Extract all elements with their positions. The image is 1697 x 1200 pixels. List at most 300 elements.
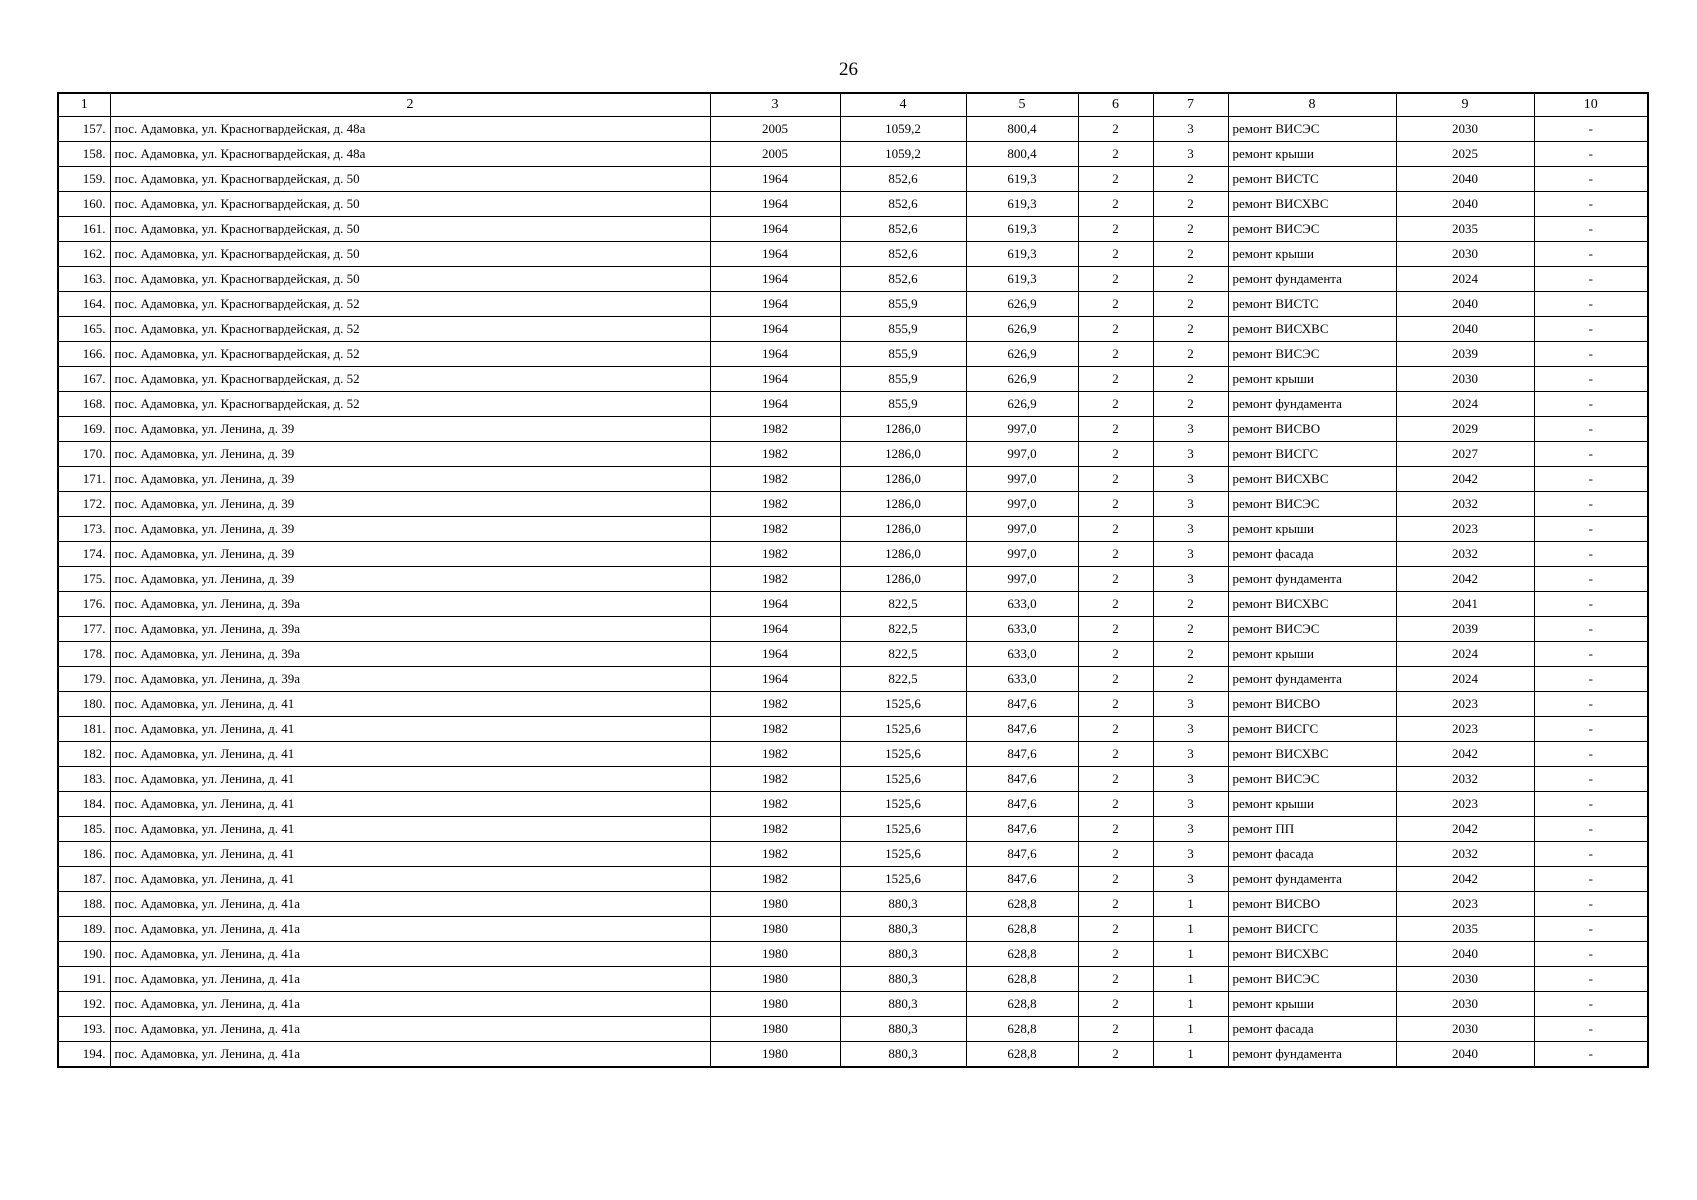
column-6-cell: 2 — [1078, 392, 1153, 417]
total-area-cell: 1525,6 — [840, 692, 966, 717]
column-7-cell: 2 — [1153, 317, 1228, 342]
table-row — [58, 692, 1648, 717]
total-area-cell: 822,5 — [840, 642, 966, 667]
repair-type-cell: ремонт ВИСЭС — [1228, 967, 1396, 992]
address-cell: пос. Адамовка, ул. Красногвардейская, д. 52 — [110, 292, 710, 317]
address-cell: пос. Адамовка, ул. Ленина, д. 41а — [110, 917, 710, 942]
column-10-cell: - — [1534, 892, 1648, 917]
address-cell: пос. Адамовка, ул. Ленина, д. 41 — [110, 742, 710, 767]
repair-year-cell: 2024 — [1396, 392, 1534, 417]
year-built-cell: 1964 — [710, 367, 840, 392]
row-number: 189. — [58, 917, 110, 942]
column-7-cell: 3 — [1153, 817, 1228, 842]
column-6-cell: 2 — [1078, 317, 1153, 342]
repair-year-cell: 2039 — [1396, 342, 1534, 367]
column-7-cell: 2 — [1153, 592, 1228, 617]
year-built-cell: 1982 — [710, 792, 840, 817]
column-7-cell: 3 — [1153, 742, 1228, 767]
table-row — [58, 492, 1648, 517]
total-area-cell: 1525,6 — [840, 867, 966, 892]
column-7-cell: 3 — [1153, 692, 1228, 717]
column-10-cell: - — [1534, 467, 1648, 492]
address-cell: пос. Адамовка, ул. Красногвардейская, д. 52 — [110, 317, 710, 342]
year-built-cell: 1982 — [710, 492, 840, 517]
address-cell: пос. Адамовка, ул. Красногвардейская, д. 52 — [110, 367, 710, 392]
column-10-cell: - — [1534, 792, 1648, 817]
column-7-cell: 3 — [1153, 717, 1228, 742]
column-6-cell: 2 — [1078, 792, 1153, 817]
repair-year-cell: 2030 — [1396, 1017, 1534, 1042]
column-6-cell: 2 — [1078, 492, 1153, 517]
address-cell: пос. Адамовка, ул. Красногвардейская, д. 48а — [110, 117, 710, 142]
repair-type-cell: ремонт ВИСГС — [1228, 442, 1396, 467]
row-number: 191. — [58, 967, 110, 992]
row-number: 159. — [58, 167, 110, 192]
total-area-cell: 852,6 — [840, 192, 966, 217]
repair-year-cell: 2024 — [1396, 667, 1534, 692]
repair-year-cell: 2041 — [1396, 592, 1534, 617]
table-row — [58, 1017, 1648, 1042]
repair-year-cell: 2024 — [1396, 642, 1534, 667]
row-number: 165. — [58, 317, 110, 342]
address-cell: пос. Адамовка, ул. Красногвардейская, д. 48а — [110, 142, 710, 167]
table-row — [58, 567, 1648, 592]
column-6-cell: 2 — [1078, 767, 1153, 792]
repair-type-cell: ремонт ВИСХВС — [1228, 942, 1396, 967]
repair-type-cell: ремонт ВИСХВС — [1228, 742, 1396, 767]
year-built-cell: 1982 — [710, 692, 840, 717]
year-built-cell: 1964 — [710, 242, 840, 267]
year-built-cell: 1982 — [710, 517, 840, 542]
address-cell: пос. Адамовка, ул. Ленина, д. 39 — [110, 417, 710, 442]
column-10-cell: - — [1534, 292, 1648, 317]
table-row — [58, 617, 1648, 642]
row-number: 178. — [58, 642, 110, 667]
row-number: 173. — [58, 517, 110, 542]
column-7-cell: 2 — [1153, 242, 1228, 267]
year-built-cell: 1980 — [710, 1017, 840, 1042]
year-built-cell: 1964 — [710, 592, 840, 617]
column-10-cell: - — [1534, 542, 1648, 567]
column-header: 3 — [710, 93, 840, 117]
row-number: 171. — [58, 467, 110, 492]
column-10-cell: - — [1534, 192, 1648, 217]
column-7-cell: 2 — [1153, 642, 1228, 667]
row-number: 160. — [58, 192, 110, 217]
table-row — [58, 792, 1648, 817]
address-cell: пос. Адамовка, ул. Ленина, д. 39 — [110, 542, 710, 567]
living-area-cell: 628,8 — [966, 1042, 1078, 1068]
year-built-cell: 1982 — [710, 842, 840, 867]
living-area-cell: 628,8 — [966, 992, 1078, 1017]
address-cell: пос. Адамовка, ул. Красногвардейская, д. 52 — [110, 342, 710, 367]
column-10-cell: - — [1534, 967, 1648, 992]
year-built-cell: 1982 — [710, 467, 840, 492]
living-area-cell: 619,3 — [966, 217, 1078, 242]
repair-type-cell: ремонт ВИСЭС — [1228, 217, 1396, 242]
living-area-cell: 997,0 — [966, 567, 1078, 592]
total-area-cell: 855,9 — [840, 342, 966, 367]
address-cell: пос. Адамовка, ул. Ленина, д. 41а — [110, 967, 710, 992]
repair-year-cell: 2029 — [1396, 417, 1534, 442]
column-10-cell: - — [1534, 667, 1648, 692]
table-row — [58, 1042, 1648, 1068]
column-7-cell: 1 — [1153, 992, 1228, 1017]
table-row — [58, 142, 1648, 167]
column-6-cell: 2 — [1078, 142, 1153, 167]
table-row — [58, 442, 1648, 467]
year-built-cell: 1982 — [710, 542, 840, 567]
address-cell: пос. Адамовка, ул. Ленина, д. 41а — [110, 1017, 710, 1042]
year-built-cell: 1980 — [710, 967, 840, 992]
total-area-cell: 880,3 — [840, 892, 966, 917]
year-built-cell: 1980 — [710, 917, 840, 942]
column-7-cell: 1 — [1153, 1042, 1228, 1068]
repair-type-cell: ремонт ВИСХВС — [1228, 192, 1396, 217]
year-built-cell: 1982 — [710, 767, 840, 792]
year-built-cell: 1982 — [710, 867, 840, 892]
column-7-cell: 2 — [1153, 392, 1228, 417]
living-area-cell: 847,6 — [966, 767, 1078, 792]
column-6-cell: 2 — [1078, 667, 1153, 692]
column-10-cell: - — [1534, 942, 1648, 967]
table-row — [58, 817, 1648, 842]
column-10-cell: - — [1534, 317, 1648, 342]
column-7-cell: 2 — [1153, 617, 1228, 642]
column-header: 6 — [1078, 93, 1153, 117]
living-area-cell: 847,6 — [966, 692, 1078, 717]
column-7-cell: 3 — [1153, 517, 1228, 542]
living-area-cell: 800,4 — [966, 142, 1078, 167]
row-number: 162. — [58, 242, 110, 267]
address-cell: пос. Адамовка, ул. Ленина, д. 39а — [110, 667, 710, 692]
row-number: 184. — [58, 792, 110, 817]
total-area-cell: 855,9 — [840, 367, 966, 392]
total-area-cell: 1286,0 — [840, 442, 966, 467]
year-built-cell: 2005 — [710, 117, 840, 142]
repair-year-cell: 2023 — [1396, 717, 1534, 742]
living-area-cell: 847,6 — [966, 792, 1078, 817]
total-area-cell: 852,6 — [840, 217, 966, 242]
column-6-cell: 2 — [1078, 267, 1153, 292]
table-row — [58, 867, 1648, 892]
column-6-cell: 2 — [1078, 892, 1153, 917]
row-number: 170. — [58, 442, 110, 467]
column-7-cell: 2 — [1153, 367, 1228, 392]
repair-type-cell: ремонт ВИСЭС — [1228, 492, 1396, 517]
repair-type-cell: ремонт крыши — [1228, 367, 1396, 392]
living-area-cell: 628,8 — [966, 1017, 1078, 1042]
row-number: 166. — [58, 342, 110, 367]
repair-year-cell: 2040 — [1396, 167, 1534, 192]
total-area-cell: 1286,0 — [840, 517, 966, 542]
living-area-cell: 847,6 — [966, 867, 1078, 892]
living-area-cell: 619,3 — [966, 167, 1078, 192]
repair-type-cell: ремонт фундамента — [1228, 867, 1396, 892]
table-row — [58, 642, 1648, 667]
year-built-cell: 1980 — [710, 992, 840, 1017]
repair-type-cell: ремонт ВИСВО — [1228, 892, 1396, 917]
repair-year-cell: 2024 — [1396, 267, 1534, 292]
living-area-cell: 626,9 — [966, 292, 1078, 317]
repair-type-cell: ремонт фундамента — [1228, 667, 1396, 692]
repair-type-cell: ремонт крыши — [1228, 242, 1396, 267]
repair-type-cell: ремонт ВИСЭС — [1228, 342, 1396, 367]
living-area-cell: 626,9 — [966, 392, 1078, 417]
repair-type-cell: ремонт ВИСХВС — [1228, 317, 1396, 342]
living-area-cell: 628,8 — [966, 942, 1078, 967]
row-number: 182. — [58, 742, 110, 767]
column-10-cell: - — [1534, 617, 1648, 642]
column-10-cell: - — [1534, 517, 1648, 542]
row-number: 164. — [58, 292, 110, 317]
total-area-cell: 880,3 — [840, 1042, 966, 1068]
repair-year-cell: 2030 — [1396, 242, 1534, 267]
column-7-cell: 3 — [1153, 792, 1228, 817]
column-10-cell: - — [1534, 1042, 1648, 1068]
repair-year-cell: 2032 — [1396, 767, 1534, 792]
repair-year-cell: 2042 — [1396, 467, 1534, 492]
total-area-cell: 1525,6 — [840, 767, 966, 792]
repair-type-cell: ремонт фасада — [1228, 842, 1396, 867]
column-6-cell: 2 — [1078, 592, 1153, 617]
year-built-cell: 1982 — [710, 442, 840, 467]
living-area-cell: 633,0 — [966, 667, 1078, 692]
column-10-cell: - — [1534, 167, 1648, 192]
row-number: 172. — [58, 492, 110, 517]
table-row — [58, 292, 1648, 317]
total-area-cell: 1525,6 — [840, 742, 966, 767]
repair-type-cell: ремонт ВИСГС — [1228, 717, 1396, 742]
total-area-cell: 1286,0 — [840, 417, 966, 442]
year-built-cell: 1964 — [710, 617, 840, 642]
repair-year-cell: 2040 — [1396, 192, 1534, 217]
column-6-cell: 2 — [1078, 967, 1153, 992]
column-10-cell: - — [1534, 692, 1648, 717]
column-7-cell: 1 — [1153, 942, 1228, 967]
repair-year-cell: 2040 — [1396, 942, 1534, 967]
table-row — [58, 467, 1648, 492]
column-6-cell: 2 — [1078, 167, 1153, 192]
column-7-cell: 2 — [1153, 667, 1228, 692]
repair-type-cell: ремонт ВИСХВС — [1228, 467, 1396, 492]
table-row — [58, 342, 1648, 367]
repair-type-cell: ремонт ВИСЭС — [1228, 767, 1396, 792]
row-number: 163. — [58, 267, 110, 292]
year-built-cell: 1964 — [710, 167, 840, 192]
living-area-cell: 847,6 — [966, 717, 1078, 742]
address-cell: пос. Адамовка, ул. Ленина, д. 41 — [110, 867, 710, 892]
address-cell: пос. Адамовка, ул. Красногвардейская, д. 50 — [110, 167, 710, 192]
living-area-cell: 626,9 — [966, 367, 1078, 392]
living-area-cell: 847,6 — [966, 742, 1078, 767]
living-area-cell: 628,8 — [966, 967, 1078, 992]
year-built-cell: 1964 — [710, 292, 840, 317]
total-area-cell: 1525,6 — [840, 842, 966, 867]
year-built-cell: 1980 — [710, 1042, 840, 1068]
repair-year-cell: 2042 — [1396, 742, 1534, 767]
row-number: 175. — [58, 567, 110, 592]
repair-year-cell: 2040 — [1396, 1042, 1534, 1068]
living-area-cell: 997,0 — [966, 417, 1078, 442]
row-number: 186. — [58, 842, 110, 867]
total-area-cell: 852,6 — [840, 267, 966, 292]
column-6-cell: 2 — [1078, 842, 1153, 867]
total-area-cell: 855,9 — [840, 317, 966, 342]
repair-type-cell: ремонт крыши — [1228, 792, 1396, 817]
year-built-cell: 1980 — [710, 892, 840, 917]
column-6-cell: 2 — [1078, 242, 1153, 267]
year-built-cell: 1964 — [710, 267, 840, 292]
year-built-cell: 1982 — [710, 817, 840, 842]
table-row — [58, 117, 1648, 142]
column-6-cell: 2 — [1078, 717, 1153, 742]
repair-year-cell: 2023 — [1396, 792, 1534, 817]
repair-type-cell: ремонт ВИСЭС — [1228, 117, 1396, 142]
header-row — [58, 93, 1648, 117]
column-6-cell: 2 — [1078, 467, 1153, 492]
address-cell: пос. Адамовка, ул. Красногвардейская, д. 52 — [110, 392, 710, 417]
address-cell: пос. Адамовка, ул. Ленина, д. 41 — [110, 817, 710, 842]
column-10-cell: - — [1534, 842, 1648, 867]
repair-type-cell: ремонт фундамента — [1228, 1042, 1396, 1068]
year-built-cell: 1982 — [710, 717, 840, 742]
repair-year-cell: 2042 — [1396, 567, 1534, 592]
repair-year-cell: 2023 — [1396, 892, 1534, 917]
address-cell: пос. Адамовка, ул. Ленина, д. 41 — [110, 692, 710, 717]
column-7-cell: 3 — [1153, 542, 1228, 567]
row-number: 169. — [58, 417, 110, 442]
repair-type-cell: ремонт ВИСТС — [1228, 292, 1396, 317]
repair-year-cell: 2040 — [1396, 292, 1534, 317]
row-number: 161. — [58, 217, 110, 242]
total-area-cell: 1059,2 — [840, 117, 966, 142]
column-10-cell: - — [1534, 142, 1648, 167]
living-area-cell: 847,6 — [966, 817, 1078, 842]
repair-year-cell: 2040 — [1396, 317, 1534, 342]
column-6-cell: 2 — [1078, 1017, 1153, 1042]
row-number: 176. — [58, 592, 110, 617]
column-header: 2 — [110, 93, 710, 117]
living-area-cell: 997,0 — [966, 492, 1078, 517]
column-10-cell: - — [1534, 367, 1648, 392]
column-7-cell: 2 — [1153, 342, 1228, 367]
year-built-cell: 1982 — [710, 567, 840, 592]
column-6-cell: 2 — [1078, 117, 1153, 142]
column-header: 5 — [966, 93, 1078, 117]
total-area-cell: 1286,0 — [840, 542, 966, 567]
year-built-cell: 1964 — [710, 667, 840, 692]
total-area-cell: 880,3 — [840, 1017, 966, 1042]
year-built-cell: 1982 — [710, 742, 840, 767]
column-6-cell: 2 — [1078, 817, 1153, 842]
total-area-cell: 880,3 — [840, 942, 966, 967]
living-area-cell: 997,0 — [966, 542, 1078, 567]
address-cell: пос. Адамовка, ул. Ленина, д. 39а — [110, 592, 710, 617]
living-area-cell: 619,3 — [966, 242, 1078, 267]
address-cell: пос. Адамовка, ул. Ленина, д. 41 — [110, 717, 710, 742]
repair-type-cell: ремонт крыши — [1228, 517, 1396, 542]
repair-type-cell: ремонт ВИСВО — [1228, 417, 1396, 442]
year-built-cell: 1964 — [710, 342, 840, 367]
table-row — [58, 667, 1648, 692]
column-10-cell: - — [1534, 217, 1648, 242]
table-row — [58, 542, 1648, 567]
repair-year-cell: 2039 — [1396, 617, 1534, 642]
repair-year-cell: 2030 — [1396, 117, 1534, 142]
address-cell: пос. Адамовка, ул. Ленина, д. 41а — [110, 992, 710, 1017]
column-7-cell: 1 — [1153, 917, 1228, 942]
column-7-cell: 1 — [1153, 967, 1228, 992]
column-6-cell: 2 — [1078, 617, 1153, 642]
living-area-cell: 626,9 — [966, 317, 1078, 342]
year-built-cell: 1982 — [710, 417, 840, 442]
column-header: 4 — [840, 93, 966, 117]
repair-type-cell: ремонт ВИСХВС — [1228, 592, 1396, 617]
column-10-cell: - — [1534, 717, 1648, 742]
address-cell: пос. Адамовка, ул. Ленина, д. 41а — [110, 942, 710, 967]
total-area-cell: 1286,0 — [840, 467, 966, 492]
column-6-cell: 2 — [1078, 442, 1153, 467]
repair-type-cell: ремонт ВИСГС — [1228, 917, 1396, 942]
repair-year-cell: 2035 — [1396, 917, 1534, 942]
column-7-cell: 3 — [1153, 867, 1228, 892]
year-built-cell: 1964 — [710, 642, 840, 667]
row-number: 190. — [58, 942, 110, 967]
living-area-cell: 633,0 — [966, 592, 1078, 617]
row-number: 185. — [58, 817, 110, 842]
table-row — [58, 417, 1648, 442]
repair-type-cell: ремонт фасада — [1228, 542, 1396, 567]
column-7-cell: 3 — [1153, 442, 1228, 467]
year-built-cell: 2005 — [710, 142, 840, 167]
column-header: 9 — [1396, 93, 1534, 117]
column-10-cell: - — [1534, 492, 1648, 517]
year-built-cell: 1964 — [710, 217, 840, 242]
address-cell: пос. Адамовка, ул. Красногвардейская, д. 50 — [110, 217, 710, 242]
repair-year-cell: 2032 — [1396, 842, 1534, 867]
column-header: 8 — [1228, 93, 1396, 117]
total-area-cell: 855,9 — [840, 292, 966, 317]
total-area-cell: 822,5 — [840, 592, 966, 617]
column-6-cell: 2 — [1078, 542, 1153, 567]
repair-type-cell: ремонт крыши — [1228, 142, 1396, 167]
column-10-cell: - — [1534, 117, 1648, 142]
repair-type-cell: ремонт ПП — [1228, 817, 1396, 842]
repair-year-cell: 2023 — [1396, 692, 1534, 717]
repair-type-cell: ремонт ВИСВО — [1228, 692, 1396, 717]
table-row — [58, 742, 1648, 767]
address-cell: пос. Адамовка, ул. Ленина, д. 39 — [110, 467, 710, 492]
row-number: 158. — [58, 142, 110, 167]
repair-type-cell: ремонт ВИСЭС — [1228, 617, 1396, 642]
address-cell: пос. Адамовка, ул. Ленина, д. 39 — [110, 442, 710, 467]
year-built-cell: 1964 — [710, 317, 840, 342]
table-row — [58, 192, 1648, 217]
table-row — [58, 167, 1648, 192]
repair-year-cell: 2030 — [1396, 967, 1534, 992]
address-cell: пос. Адамовка, ул. Ленина, д. 41а — [110, 1042, 710, 1068]
total-area-cell: 880,3 — [840, 917, 966, 942]
column-7-cell: 3 — [1153, 567, 1228, 592]
total-area-cell: 1525,6 — [840, 717, 966, 742]
address-cell: пос. Адамовка, ул. Ленина, д. 41а — [110, 892, 710, 917]
table-row — [58, 892, 1648, 917]
total-area-cell: 1286,0 — [840, 567, 966, 592]
row-number: 180. — [58, 692, 110, 717]
column-7-cell: 2 — [1153, 192, 1228, 217]
year-built-cell: 1964 — [710, 192, 840, 217]
